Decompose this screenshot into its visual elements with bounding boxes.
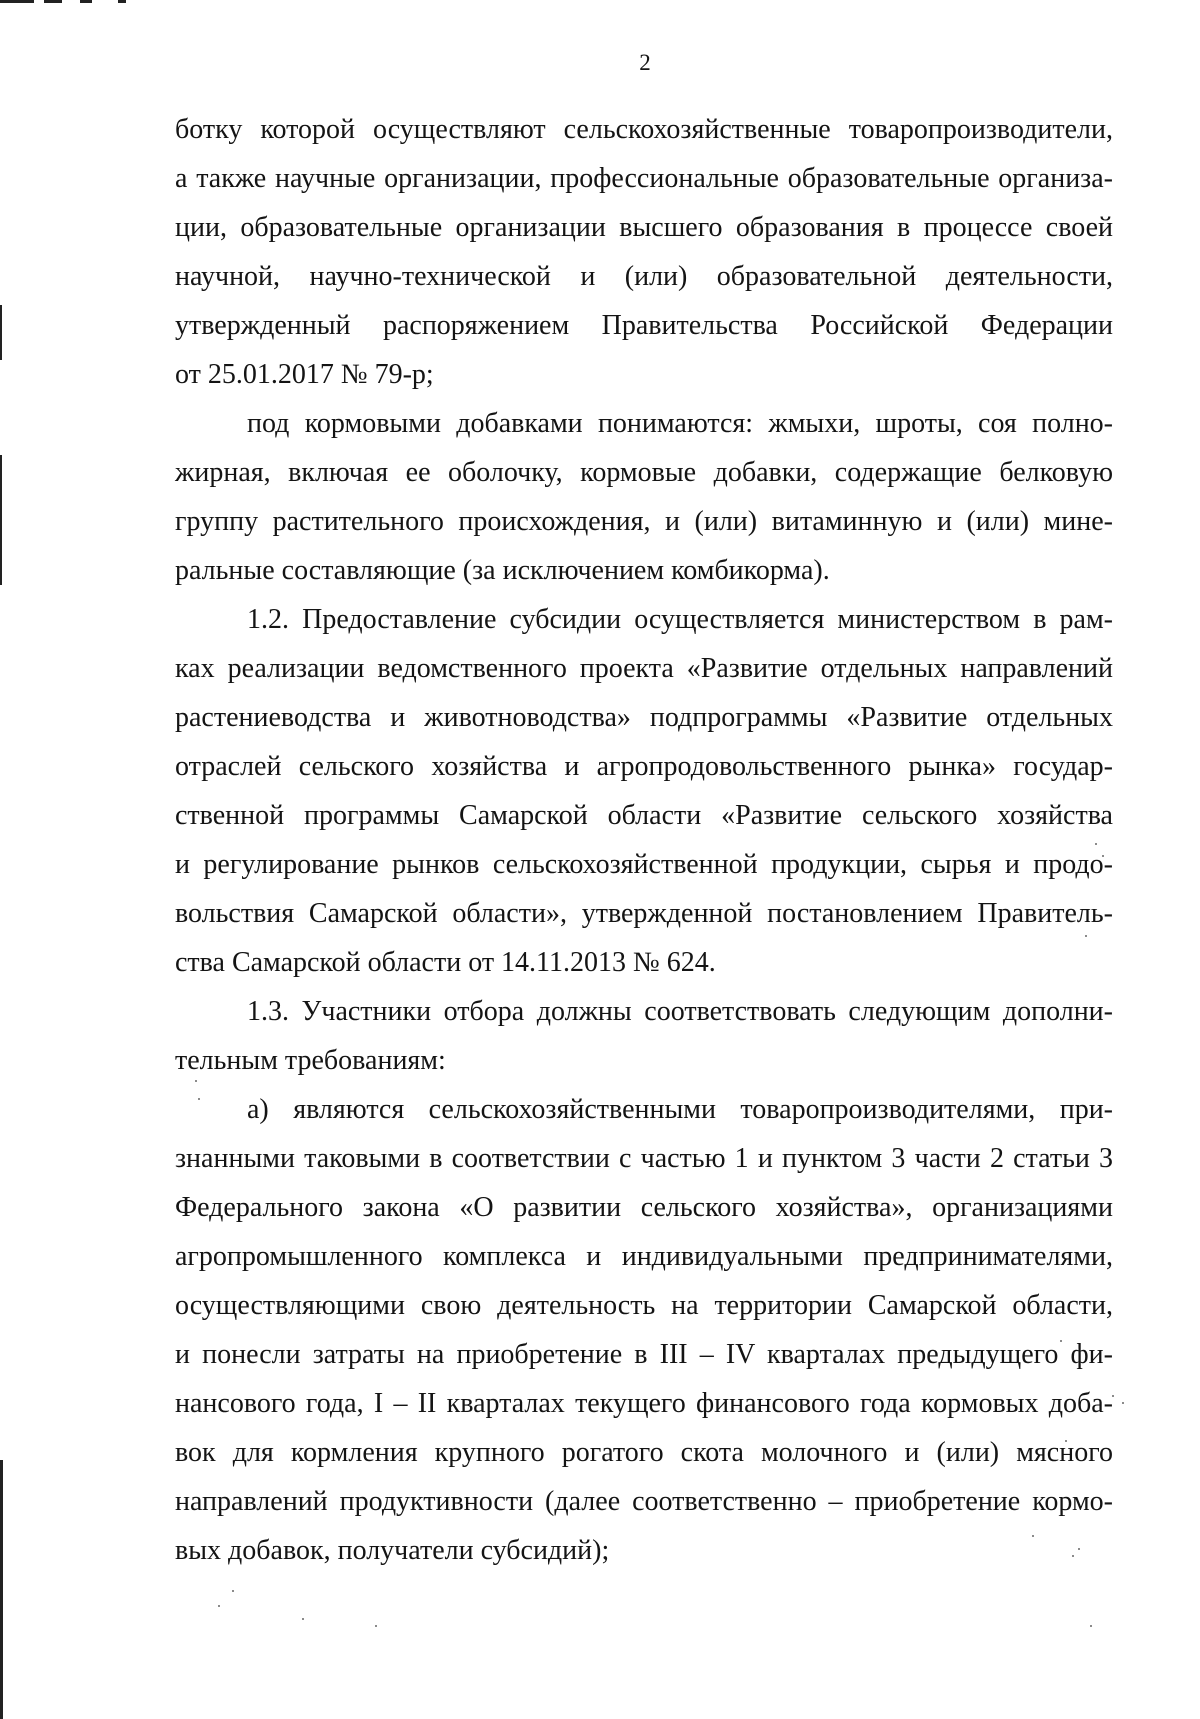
scan-speck (302, 1618, 304, 1620)
scan-mark-top-left (0, 0, 34, 3)
text-line: вых добавок, получатели субсидий); (175, 1535, 610, 1566)
scan-speck (1085, 935, 1087, 937)
paragraph-first-line: 1.3. Участники отбора должны соответствовать следующим дополни- (247, 996, 1113, 1027)
text-line: осуществляющими свою деятельность на территории Самарской области, (175, 1290, 1113, 1321)
text-line: утвержденный распоряжением Правительства Российской Федерации (175, 310, 1113, 341)
scan-mark-left-edge (0, 305, 2, 360)
text-line: ства Самарской области от 14.11.2013 № 624. (175, 947, 716, 978)
text-line: группу растительного происхождения, и (или) витаминную и (или) мине- (175, 506, 1113, 537)
text-line: ственной программы Самарской области «Развитие сельского хозяйства (175, 800, 1113, 831)
scan-speck (218, 1605, 220, 1607)
scan-mark-left-edge (0, 455, 2, 585)
text-line: растениеводства и животноводства» подпрограммы «Развитие отдельных (175, 702, 1113, 733)
scan-mark-top-left (118, 0, 126, 3)
scan-speck (1090, 1625, 1092, 1627)
scan-speck (375, 1625, 377, 1627)
text-line: и регулирование рынков сельскохозяйственной продукции, сырья и продо- (175, 849, 1113, 880)
scan-speck (195, 1080, 197, 1082)
text-line: ральные составляющие (за исключением комбикорма). (175, 555, 830, 586)
paragraph-first-line: а) являются сельскохозяйственными товаропроизводителями, при- (247, 1094, 1113, 1125)
text-line: ботку которой осуществляют сельскохозяйственные товаропроизводители, (175, 114, 1113, 145)
text-line: жирная, включая ее оболочку, кормовые добавки, содержащие белковую (175, 457, 1113, 488)
scan-speck (1122, 1402, 1124, 1404)
text-line: вок для кормления крупного рогатого скота молочного и (или) мясного (175, 1437, 1113, 1468)
paragraph-first-line: 1.2. Предоставление субсидии осуществляется министерством в рам- (247, 604, 1113, 635)
scan-speck (1095, 843, 1097, 845)
text-line: а также научные организации, профессиональные образовательные организа- (175, 163, 1113, 194)
paragraph-first-line: под кормовыми добавками понимаются: жмыхи, шроты, соя полно- (247, 408, 1113, 439)
text-line: агропромышленного комплекса и индивидуальными предпринимателями, (175, 1241, 1113, 1272)
scan-speck (198, 1098, 200, 1100)
page-number: 2 (639, 50, 651, 75)
text-line: тельным требованиям: (175, 1045, 446, 1076)
text-line: научной, научно-технической и (или) образовательной деятельности, (175, 261, 1113, 292)
scan-mark-left-edge (0, 1460, 3, 1719)
text-line: вольствия Самарской области», утвержденной постановлением Правитель- (175, 898, 1113, 929)
text-line: знанными таковыми в соответствии с частью 1 и пунктом 3 части 2 статьи 3 (175, 1143, 1113, 1174)
scan-mark-top-left (80, 0, 92, 3)
scan-mark-top-left (44, 0, 62, 3)
text-line: Федерального закона «О развитии сельского хозяйства», организациями (175, 1192, 1113, 1223)
text-line: и понесли затраты на приобретение в III – IV кварталах предыдущего фи- (175, 1339, 1113, 1370)
scan-speck (232, 1590, 234, 1592)
text-line: нансового года, I – II кварталах текущего финансового года кормовых доба- (175, 1388, 1113, 1419)
text-line: отраслей сельского хозяйства и агропродовольственного рынка» государ- (175, 751, 1113, 782)
text-line: от 25.01.2017 № 79-р; (175, 359, 434, 390)
text-line: направлений продуктивности (далее соответственно – приобретение кормо- (175, 1486, 1113, 1517)
text-line: ках реализации ведомственного проекта «Развитие отдельных направлений (175, 653, 1113, 684)
text-line: ции, образовательные организации высшего образования в процессе своей (175, 212, 1113, 243)
